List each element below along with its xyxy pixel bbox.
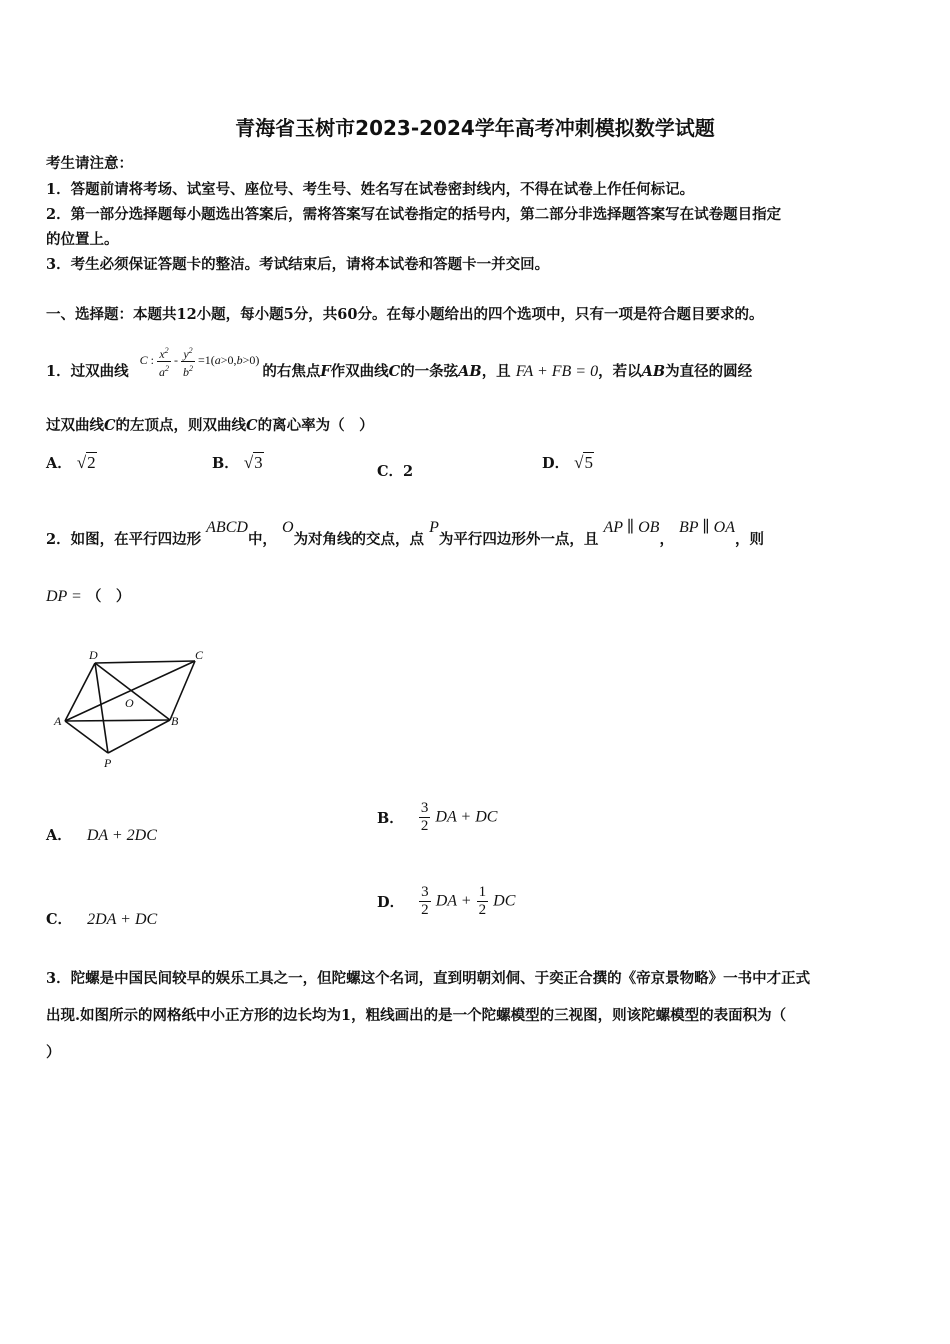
q2-option-d[interactable]: D． $\frac{3}{2}$ DA + $\frac{1}{2}$ DC bbox=[377, 884, 516, 918]
label-a: A bbox=[54, 714, 62, 728]
question-1-line-1: 1．过双曲线 $^{C : \frac{x^2}{a^2} - \frac{y^2}{b^2} =1(a>0,b>0)}$ 的右焦点F作双曲线C的一条弦AB，且 FA + FB = 0，若以AB为直径的圆经 bbox=[46, 345, 753, 380]
q1-option-d[interactable]: D． √5 bbox=[542, 453, 593, 472]
question-1-line-2: 过双曲线C的左顶点，则双曲线C的离心率为（ ） bbox=[46, 417, 374, 434]
notice-item-3: 3．考生必须保证答题卡的整洁。考试结束后，请将本试卷和答题卡一并交回。 bbox=[46, 256, 550, 273]
question-3-line-1: 3．陀螺是中国民间较早的娱乐工具之一，但陀螺这个名词，直到明朝刘侗、于奕正合撰的《帝京景物略》一书中才正式 bbox=[46, 970, 811, 987]
question-2-line-2: DP = （ ） bbox=[46, 588, 131, 605]
question-2-line-1: 2．如图，在平行四边形 ABCD中， O为对角线的交点，点 P为平行四边形外一点，且 AP ∥ OB， BP ∥ OA，则 bbox=[46, 519, 764, 548]
notice-item-1: 1．答题前请将考场、试室号、座位号、考生号、姓名写在试卷密封线内，不得在试卷上作任何标记。 bbox=[46, 181, 695, 198]
q2-option-b[interactable]: B． $\frac{3}{2}$ DA + DC bbox=[377, 800, 498, 834]
parallelogram-figure bbox=[50, 645, 220, 770]
page-title: 青海省玉树市2023-2024学年高考冲刺模拟数学试题 bbox=[235, 116, 715, 140]
q1-option-c[interactable]: C．2 bbox=[377, 463, 414, 480]
label-b: B bbox=[171, 714, 179, 728]
q2-option-c[interactable]: C． 2DA + DC bbox=[46, 911, 158, 928]
notice-item-2-cont: 的位置上。 bbox=[46, 231, 119, 248]
label-d: D bbox=[89, 648, 98, 662]
label-o: O bbox=[125, 696, 134, 710]
notice-heading: 考生请注意： bbox=[46, 155, 133, 172]
q2-option-a[interactable]: A． DA + 2DC bbox=[46, 827, 157, 844]
question-3-line-2: 出现.如图所示的网格纸中小正方形的边长均为1，粗线画出的是一个陀螺模型的三视图，则该陀螺模型的表面积为（ bbox=[46, 1007, 787, 1024]
section-heading: 一、选择题：本题共12小题，每小题5分，共60分。在每小题给出的四个选项中，只有一项是符合题目要求的。 bbox=[46, 306, 764, 323]
vector-condition: FA + FB = 0 bbox=[515, 363, 599, 380]
q1-option-a[interactable]: A． √2 bbox=[46, 453, 96, 472]
q1-option-b[interactable]: B． √3 bbox=[212, 453, 263, 472]
notice-item-2: 2．第一部分选择题每小题选出答案后，需将答案写在试卷指定的括号内，第二部分非选择题答案写在试卷题目指定 bbox=[46, 206, 782, 223]
label-p: P bbox=[104, 756, 112, 770]
hyperbola-equation: C : x2 a2 - y2 b2 =1(a>0,b>0) bbox=[139, 345, 263, 379]
label-c: C bbox=[195, 648, 204, 662]
question-3-line-3: ） bbox=[46, 1044, 61, 1061]
